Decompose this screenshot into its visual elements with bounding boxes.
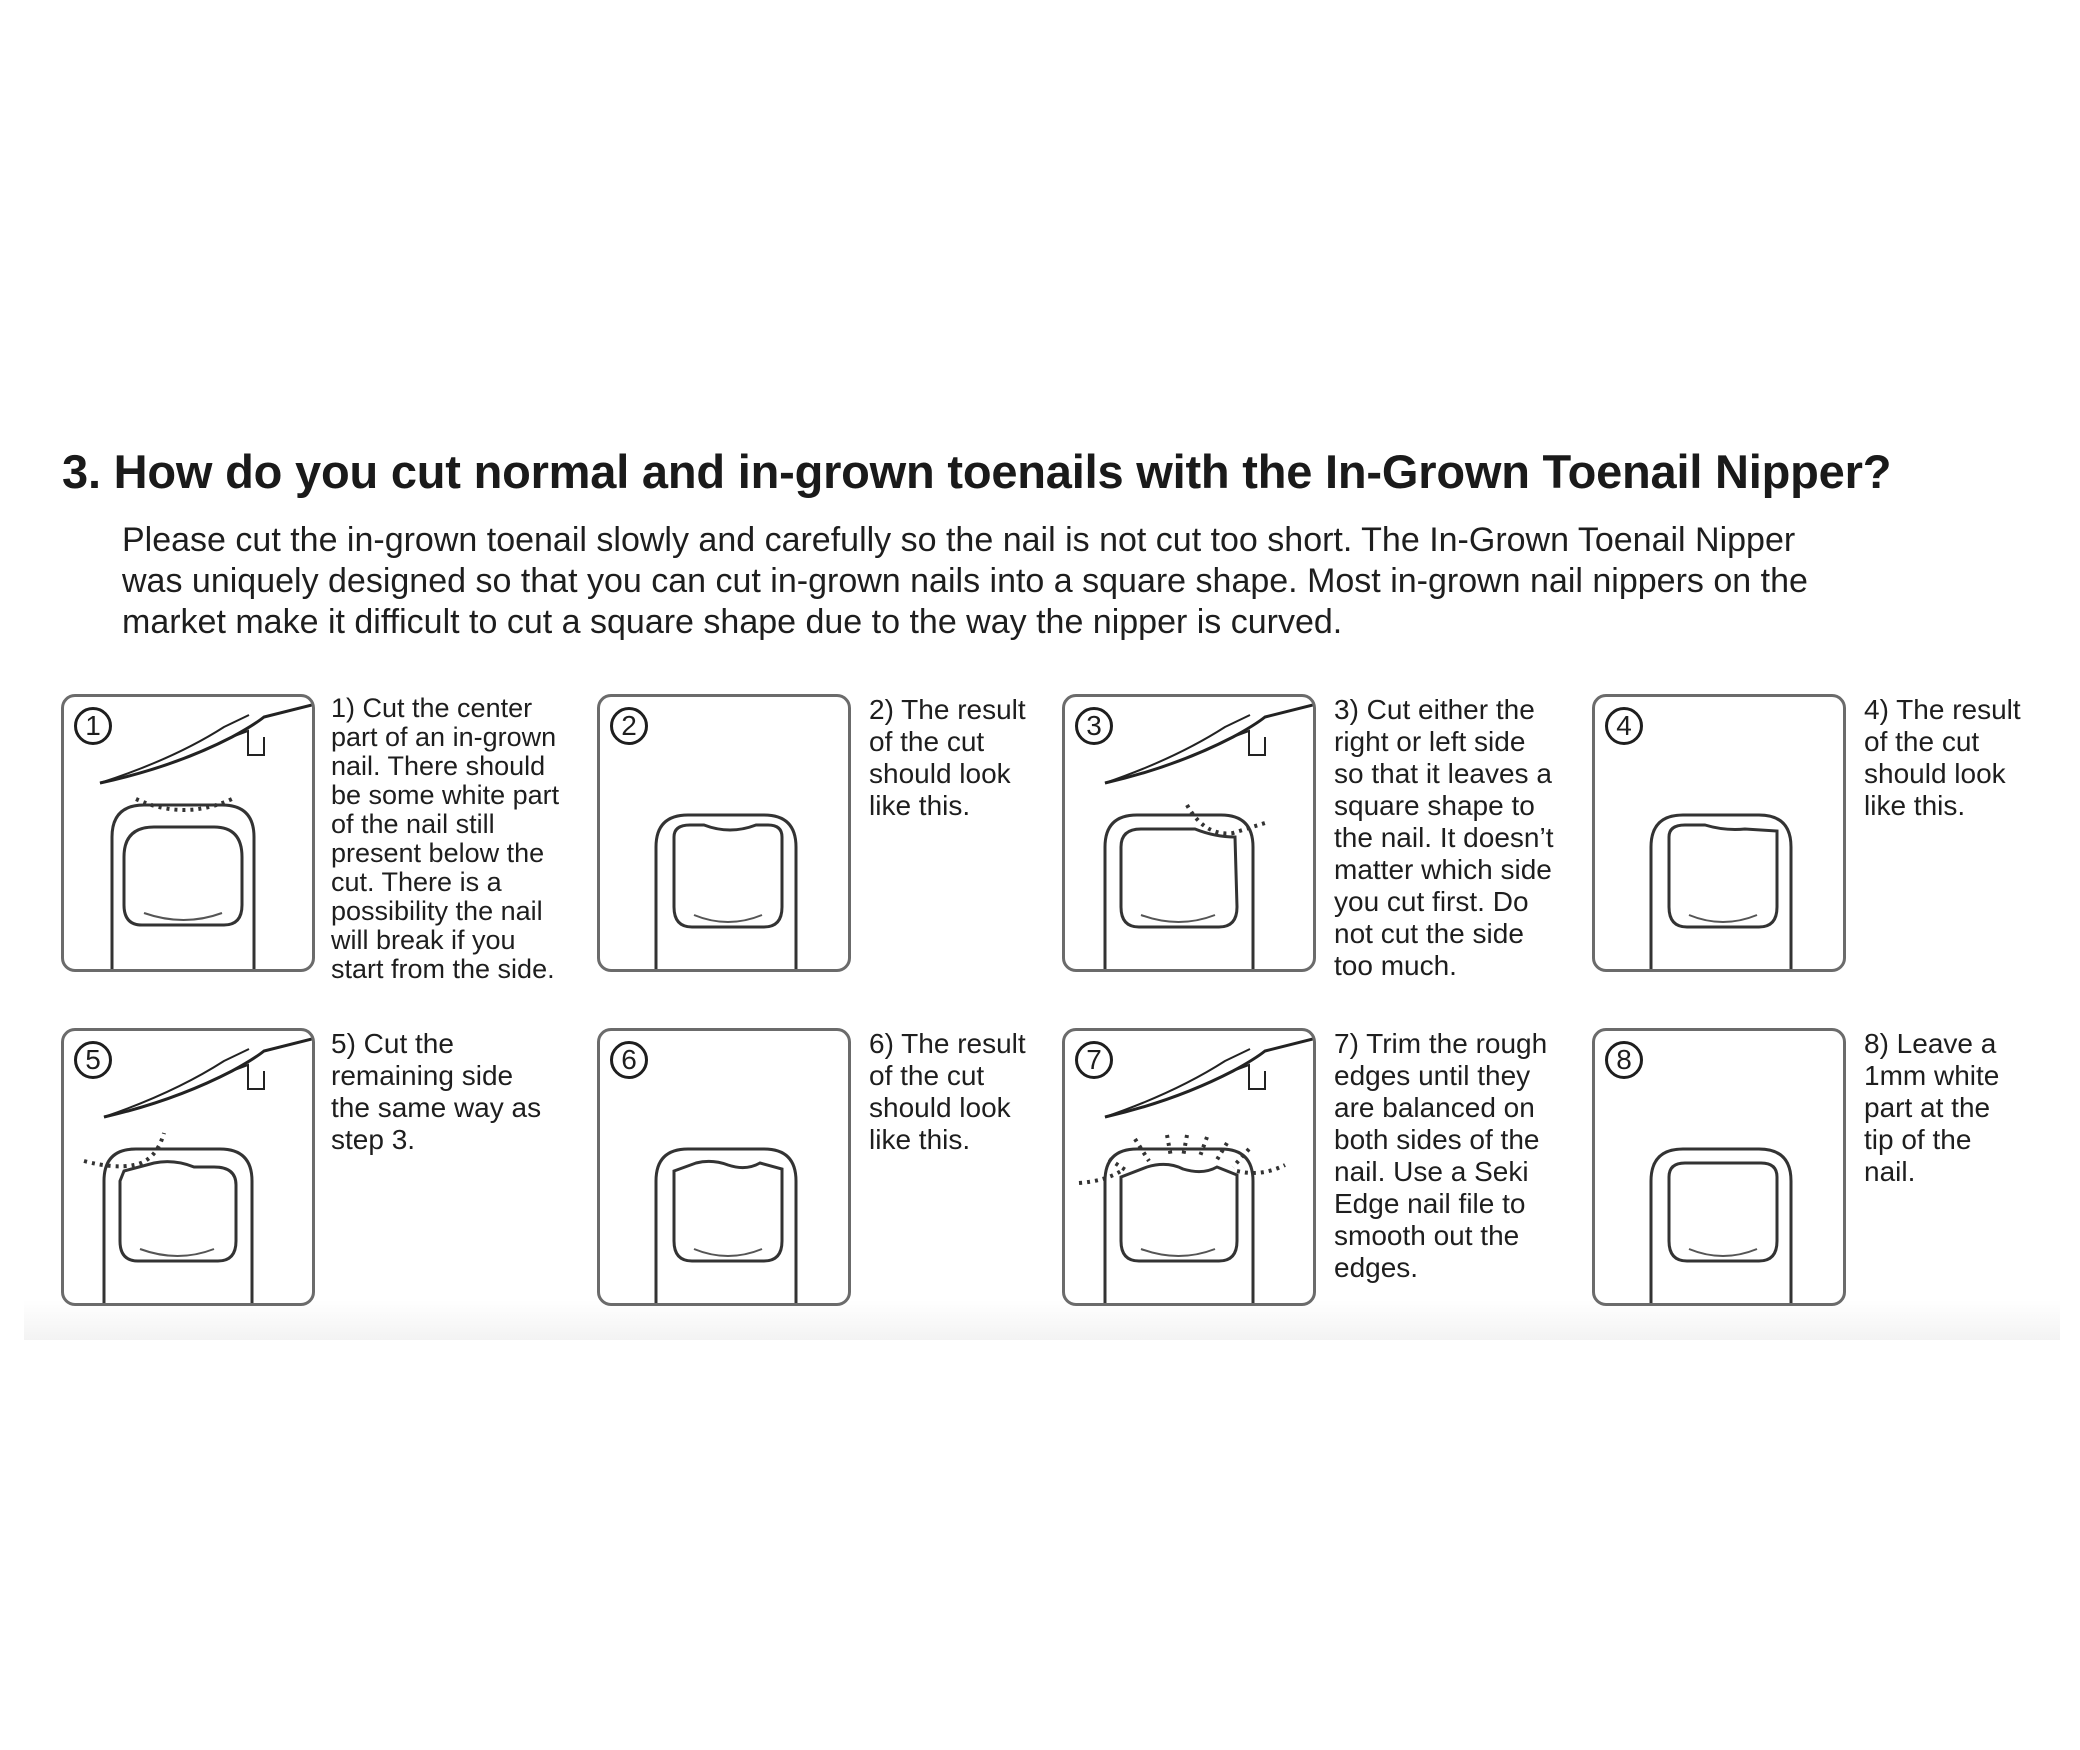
nail-result-square-rough-icon <box>600 1031 848 1303</box>
nail-result-side-icon <box>1595 697 1843 969</box>
step-8-text: 8) Leave a 1mm white part at the tip of the nail. <box>1864 1028 2000 1187</box>
step-6-illustration <box>597 1028 851 1306</box>
step-8-illustration <box>1592 1028 1846 1306</box>
nail-clipper-cut-center-icon <box>64 697 312 969</box>
step-number-badge: 4 <box>1605 707 1643 745</box>
nail-final-square-icon <box>1595 1031 1843 1303</box>
intro-paragraph <box>122 520 2042 643</box>
section-heading: 3. How do you cut normal and in-grown toenails with the In-Grown Toenail Nipper? <box>62 445 1892 498</box>
step-1-text: 1) Cut the center part of an in-grown nail. There should be some white part of the nail still present below the cut. There is a possibility the nail will break if you start from the side. <box>331 693 560 984</box>
intro-line: market make it difficult to cut a square shape due to the way the nipper is curved. <box>122 603 1343 641</box>
step-7-illustration <box>1062 1028 1316 1306</box>
step-number-badge: 7 <box>1075 1041 1113 1079</box>
nail-clipper-trim-edges-icon <box>1065 1031 1313 1303</box>
step-3-text: 3) Cut either the right or left side so that it leaves a square shape to the nail. It doesn’t matter which side you cut first. Do not cut the side too much. <box>1334 694 1554 981</box>
step-6-text: 6) The result of the cut should look like this. <box>869 1028 1026 1155</box>
step-5-text: 5) Cut the remaining side the same way as step 3. <box>331 1028 542 1155</box>
step-number-badge: 3 <box>1075 707 1113 745</box>
step-2-illustration <box>597 694 851 972</box>
step-number-badge: 2 <box>610 707 648 745</box>
step-4-text: 4) The result of the cut should look like this. <box>1864 694 2021 821</box>
step-number-badge: 8 <box>1605 1041 1643 1079</box>
step-number-badge: 1 <box>74 707 112 745</box>
step-1-illustration <box>61 694 315 972</box>
nail-clipper-cut-remaining-side-icon <box>64 1031 312 1303</box>
step-4-illustration <box>1592 694 1846 972</box>
step-7-text: 7) Trim the rough edges until they are balanced on both sides of the nail. Use a Seki Edge nail file to smooth out the edges. <box>1334 1028 1548 1283</box>
intro-line: was uniquely designed so that you can cut in-grown nails into a square shape. Most in-grown nail nippers on the <box>122 562 1808 600</box>
nail-result-center-icon <box>600 697 848 969</box>
step-5-illustration <box>61 1028 315 1306</box>
intro-line: Please cut the in-grown toenail slowly and carefully so the nail is not cut too short. The In-Grown Toenail Nipper <box>122 521 1796 559</box>
step-3-illustration <box>1062 694 1316 972</box>
step-number-badge: 6 <box>610 1041 648 1079</box>
nail-clipper-cut-side-icon <box>1065 697 1313 969</box>
step-2-text: 2) The result of the cut should look like this. <box>869 694 1026 821</box>
step-number-badge: 5 <box>74 1041 112 1079</box>
